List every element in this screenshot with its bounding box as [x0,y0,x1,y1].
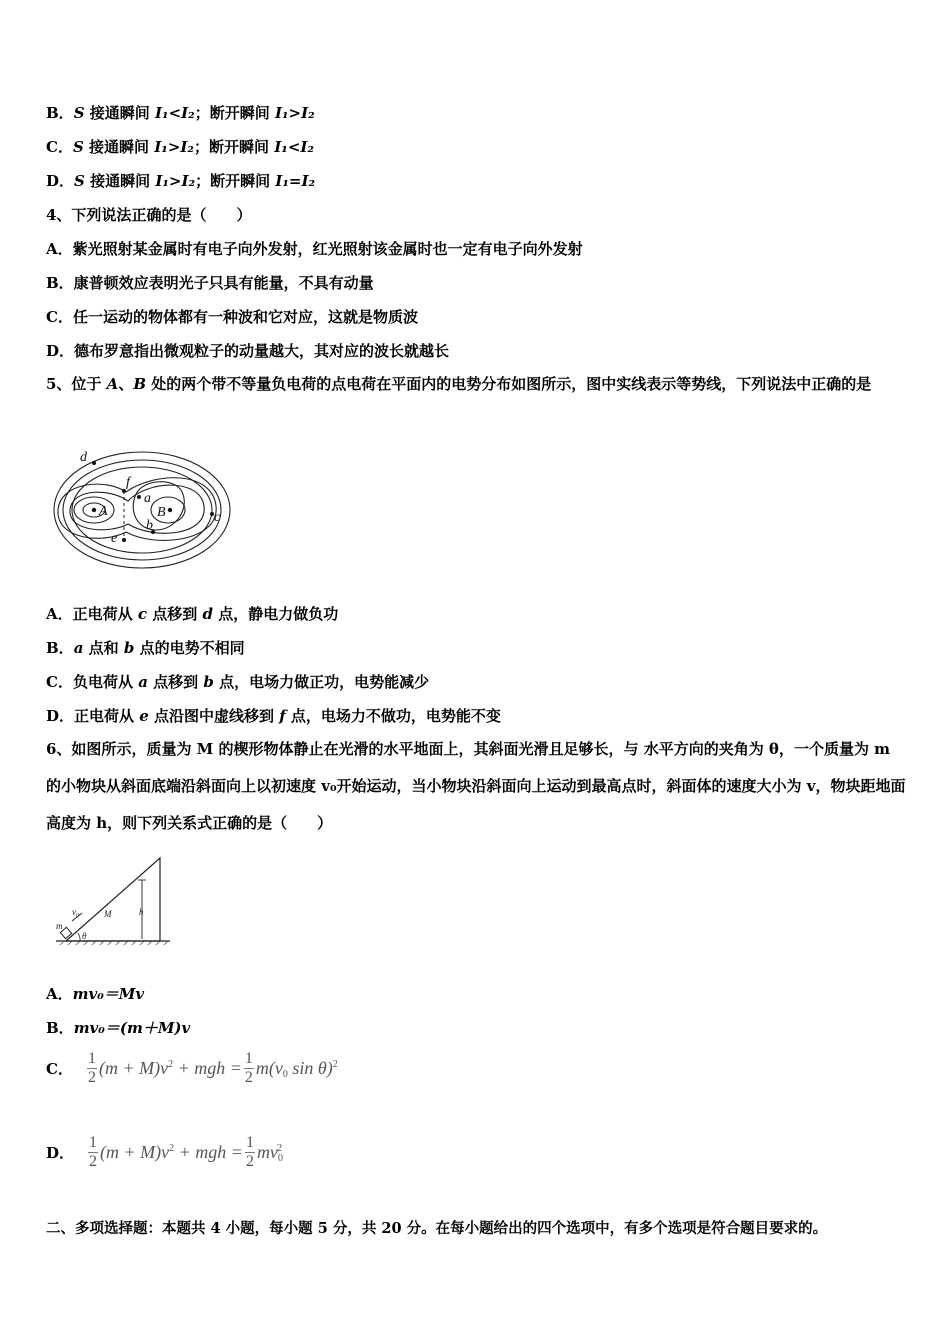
q6-stem: 6、如图所示，质量为 M 的楔形物体静止在光滑的水平地面上，其斜面光滑且足够长，与 水平方向的夹角为 θ，一个质量为 m 的小物块从斜面底端沿斜面向上以初速度 v₀开始运动，当小物块沿斜面向上运动到最高点时，斜面体的速度大小为 v，物块距地面高度为 h，则下列关系式正确的是（ ） [46,740,906,832]
label-f: f [126,475,130,490]
label-e: e [111,531,118,546]
label-B: B [157,505,166,520]
q5-option-b: B．a 点和 b 点的电势不相同 [46,639,245,657]
label-b: b [146,518,153,533]
label-d: d [80,450,87,465]
wedge-figure [52,853,174,947]
q4-option-c: C．任一运动的物体都有一种波和它对应，这就是物质波 [46,308,418,326]
label-A: A [99,504,108,519]
label-v0: v₀ [72,907,80,917]
q5-option-c: C．负电荷从 a 点移到 b 点，电场力做正功，电势能减少 [46,673,430,691]
label-h: h [139,907,144,917]
q5-option-a: A．正电荷从 c 点移到 d 点，静电力做负功 [46,605,339,623]
label-theta: θ [82,931,87,941]
section-2-heading: 二、多项选择题：本题共 4 小题，每小题 5 分，共 20 分。在每小题给出的四个选项中，有多个选项是符合题目要求的。 [46,1220,828,1237]
q5-stem: 5、位于 A、B 处的两个带不等量负电荷的点电荷在平面内的电势分布如图所示，图中实线表示等势线，下列说法中正确的是 [46,375,872,393]
q4-option-b: B．康普顿效应表明光子只具有能量，不具有动量 [46,274,374,292]
q3-option-d: D．S 接通瞬间 I₁>I₂；断开瞬间 I₁=I₂ [46,172,316,190]
q4-stem: 4、下列说法正确的是（ ） [46,206,252,224]
label-c: c [214,510,221,525]
q3-option-c: C．S 接通瞬间 I₁>I₂；断开瞬间 I₁<I₂ [46,138,314,156]
equipotential-figure [44,444,234,572]
q5-option-d: D．正电荷从 e 点沿图中虚线移到 f 点，电场力不做功，电势能不变 [46,707,501,725]
label-a: a [144,491,151,506]
q4-option-a: A．紫光照射某金属时有电子向外发射，红光照射该金属时也一定有电子向外发射 [46,240,583,258]
label-M: M [104,909,112,919]
q3-option-b: B．S 接通瞬间 I₁<I₂；断开瞬间 I₁>I₂ [46,104,315,122]
q6-option-c: C． $\frac{1}{2}$ $(m + M)v^2$ + mgh = $\frac{1}{2}$ $m(v_0$ sin θ)$^2$ [46,1050,338,1086]
q6-option-a: A．mv₀＝Mv [46,985,145,1003]
q4-option-d: D．德布罗意指出微观粒子的动量越大，其对应的波长就越长 [46,342,450,360]
q6-option-b: B．mv₀＝(m＋M)v [46,1019,191,1037]
label-m: m [56,921,63,931]
q6-option-d: D． $\frac{1}{2}$ $(m + M)v^2$ + mgh = $\frac{1}{2}$ $mv_0^2$ [46,1134,283,1170]
